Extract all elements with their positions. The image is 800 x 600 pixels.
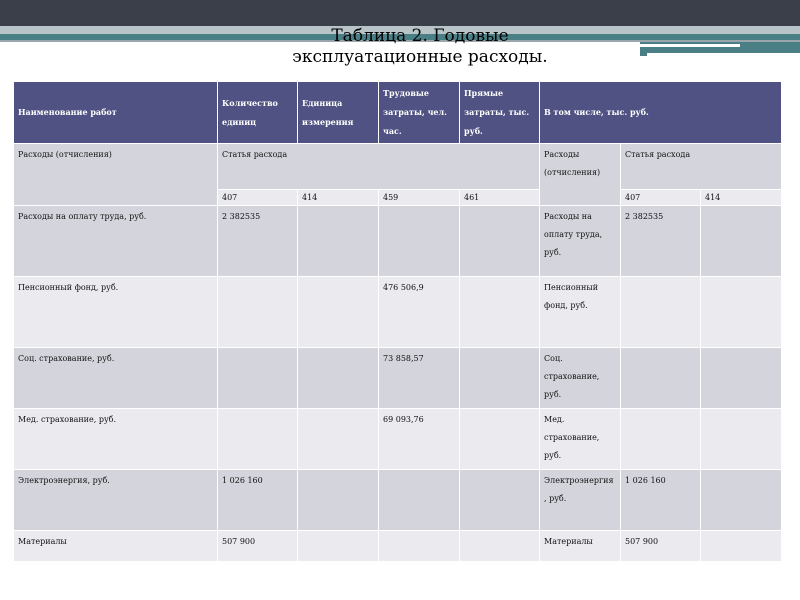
cell-414 xyxy=(298,531,379,562)
cell-right-407: 2 382535 xyxy=(621,206,701,277)
table-header-row xyxy=(14,82,782,144)
row-name: Электроэнергия, руб. xyxy=(14,470,218,531)
row-right-name: Соц. страхование, руб. xyxy=(540,348,621,409)
table-row xyxy=(14,206,782,277)
cell-right-414 xyxy=(701,277,782,348)
cell-461 xyxy=(460,206,540,277)
cell-461 xyxy=(460,409,540,470)
header-labor: Трудовые затраты, чел. час. xyxy=(379,82,460,144)
cell-414 xyxy=(298,206,379,277)
cell-right-article-label: Статья расхода xyxy=(621,144,782,190)
cell-article-label: Статья расхода xyxy=(218,144,540,190)
cell-414 xyxy=(298,348,379,409)
cell-407: 507 900 xyxy=(218,531,298,562)
cell-459: 73 858,57 xyxy=(379,348,460,409)
cell-461 xyxy=(460,531,540,562)
row-right-name: Мед. страхование, руб. xyxy=(540,409,621,470)
header-direct: Прямые затраты, тыс. руб. xyxy=(460,82,540,144)
cell-407: 2 382535 xyxy=(218,206,298,277)
row-right-name: Расходы на оплату труда, руб. xyxy=(540,206,621,277)
cell-right-407 xyxy=(621,348,701,409)
cell-expenses-label: Расходы (отчисления) xyxy=(14,144,218,206)
header-unit: Единица измерения xyxy=(298,82,379,144)
row-right-name: Пенсионный фонд, руб. xyxy=(540,277,621,348)
row-name: Соц. страхование, руб. xyxy=(14,348,218,409)
table-row xyxy=(14,470,782,531)
cell-code: 459 xyxy=(379,190,460,206)
cell-code: 414 xyxy=(298,190,379,206)
cell-407: 1 026 160 xyxy=(218,470,298,531)
row-name: Пенсионный фонд, руб. xyxy=(14,277,218,348)
header-including: В том числе, тыс. руб. xyxy=(540,82,782,144)
cell-459 xyxy=(379,206,460,277)
cell-right-407 xyxy=(621,409,701,470)
cell-414 xyxy=(298,277,379,348)
cell-459 xyxy=(379,531,460,562)
header-quantity: Количество единиц xyxy=(218,82,298,144)
table-row-expenses xyxy=(14,144,782,190)
cell-right-414 xyxy=(701,348,782,409)
table-row xyxy=(14,409,782,470)
cell-code: 461 xyxy=(460,190,540,206)
cell-407 xyxy=(218,409,298,470)
cell-459: 69 093,76 xyxy=(379,409,460,470)
row-name: Мед. страхование, руб. xyxy=(14,409,218,470)
row-right-name: Материалы xyxy=(540,531,621,562)
cell-right-code: 414 xyxy=(701,190,782,206)
cell-407 xyxy=(218,348,298,409)
table-row xyxy=(14,348,782,409)
cell-right-414 xyxy=(701,409,782,470)
cell-right-414 xyxy=(701,470,782,531)
cell-right-407: 507 900 xyxy=(621,531,701,562)
cell-right-414 xyxy=(701,531,782,562)
header-name: Наименование работ xyxy=(14,82,218,144)
cell-right-expenses-label: Расходы (отчисления) xyxy=(540,144,621,206)
table-row xyxy=(14,277,782,348)
cell-461 xyxy=(460,348,540,409)
cell-right-414 xyxy=(701,206,782,277)
table-row xyxy=(14,531,782,562)
row-name: Расходы на оплату труда, руб. xyxy=(14,206,218,277)
cell-459: 476 506,9 xyxy=(379,277,460,348)
cell-461 xyxy=(460,470,540,531)
cell-414 xyxy=(298,470,379,531)
cell-407 xyxy=(218,277,298,348)
slide-decor-stripe xyxy=(647,53,800,56)
row-name: Материалы xyxy=(14,531,218,562)
slide-title xyxy=(250,26,590,68)
slide-top-bar xyxy=(0,0,800,26)
cell-right-code: 407 xyxy=(621,190,701,206)
cell-code: 407 xyxy=(218,190,298,206)
expenses-table xyxy=(13,81,782,562)
slide-title-line2: эксплуатационные расходы. xyxy=(292,47,548,67)
cell-414 xyxy=(298,409,379,470)
cell-461 xyxy=(460,277,540,348)
slide-title-line1: Таблица 2. Годовые xyxy=(331,26,509,46)
cell-right-407 xyxy=(621,277,701,348)
cell-459 xyxy=(379,470,460,531)
row-right-name: Электроэнергия, руб. xyxy=(540,470,621,531)
cell-right-407: 1 026 160 xyxy=(621,470,701,531)
